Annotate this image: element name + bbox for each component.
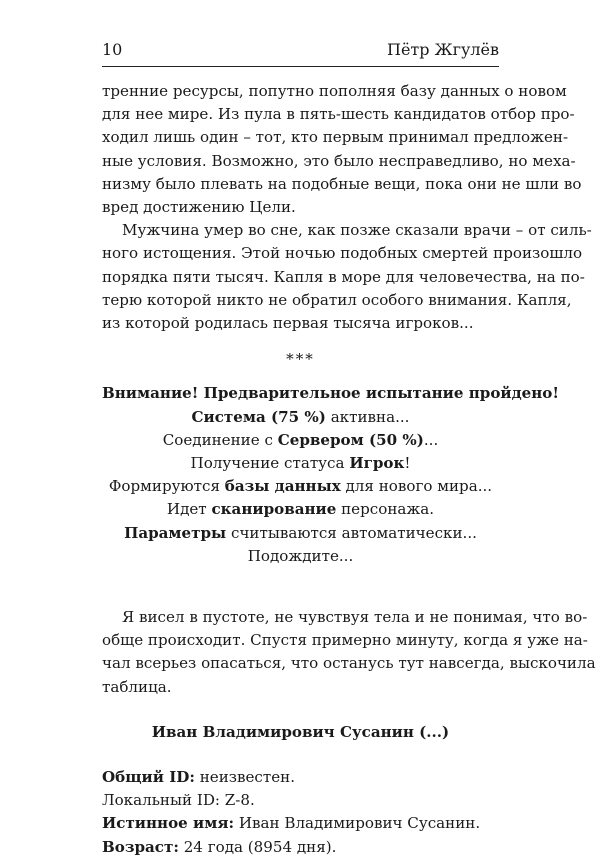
forming-rest: для нового мира... [340,477,493,496]
player-status-bold: Игрок [349,454,405,473]
text-line: порядка пяти тысяч. Капля в море для человечества, на по- [102,267,585,286]
system-message-block [102,382,559,568]
system-line [102,498,499,521]
server-status-bold: Сервером (50 %) [277,430,424,449]
field-value: 24 года (8954 дня). [178,837,337,856]
character-table [102,766,499,859]
system-line [102,475,499,498]
text-line: Мужчина умер во сне, как позже сказали врачи – от силь- [122,221,592,240]
parameters-rest: считываются автоматически... [226,523,477,542]
connection-text: Соединение с [162,430,278,449]
table-field [102,836,499,859]
system-status-bold: Система (75 %) [191,407,326,426]
text-line: чал всерьез опасаться, что останусь тут навсегда, выскочила [102,654,596,673]
scan-rest: персонажа. [336,500,435,519]
spacer [102,744,499,766]
paragraph [102,606,596,699]
field-value: неизвестен. [194,768,296,787]
text-line: Я висел в пустоте, не чувствуя тела и не понимая, что во- [122,608,588,627]
author-name: Пётр Жгулёв [386,40,499,59]
field-label: Истинное имя: [102,814,235,833]
paragraph-continued [102,80,582,219]
system-status-text: активна... [325,407,410,426]
text-line: ные условия. Возможно, это было несправедливо, но меха- [102,151,576,170]
system-line: Подождите... [247,546,354,565]
text-line: вред достижению Цели. [102,198,296,217]
databases-bold: базы данных [224,477,341,496]
system-line [102,452,499,475]
forming-text: Формируются [108,477,225,496]
text-line: ходил лишь один – тот, кто первым принимал предложен- [102,128,569,147]
field-value: Иван Владимирович Сусанин. [234,814,481,833]
paragraph [102,219,592,335]
text-line: обще происходит. Спустя примерно минуту, когда я уже на- [102,631,588,650]
text-line: терю которой никто не обратил особого внимания. Капля, [102,290,572,309]
field-label: Возраст: [102,837,179,856]
spacer [102,568,499,606]
system-line [102,382,559,405]
running-head [102,40,499,62]
table-field [102,812,499,835]
parameters-bold: Параметры [124,523,227,542]
status-text: Получение статуса [190,454,350,473]
spacer [102,699,499,721]
text-line: для нее мире. Из пула в пять-шесть кандидатов отбор про- [102,105,575,124]
system-line [102,522,499,545]
scan-text: Идет [166,500,212,519]
system-line [102,406,499,429]
text-line: низму было плевать на подобные вещи, пока они не шли во [102,174,582,193]
text-line: из которой родилась первая тысяча игроков... [102,314,474,333]
header-rule [102,66,499,67]
connection-ellipsis: ... [423,430,439,449]
field-label: Общий ID: [102,768,195,787]
page-body [102,80,596,859]
text-line: тренние ресурсы, попутно пополняя базу данных о новом [102,82,567,100]
text-line: таблица. [102,677,172,696]
system-line [102,429,499,452]
scanning-bold: сканирование [211,500,337,519]
section-separator: *** [286,350,315,369]
text-line: ного истощения. Этой ночью подобных смертей произошло [102,244,583,263]
page-number: 10 [102,40,123,59]
character-table-title: Иван Владимирович Сусанин (...) [151,722,450,741]
system-alert-text: Внимание! Предварительное испытание пройдено! [102,384,559,403]
status-exclaim: ! [404,454,411,473]
table-field: Локальный ID: Z-8. [102,791,255,810]
table-field [102,766,499,789]
